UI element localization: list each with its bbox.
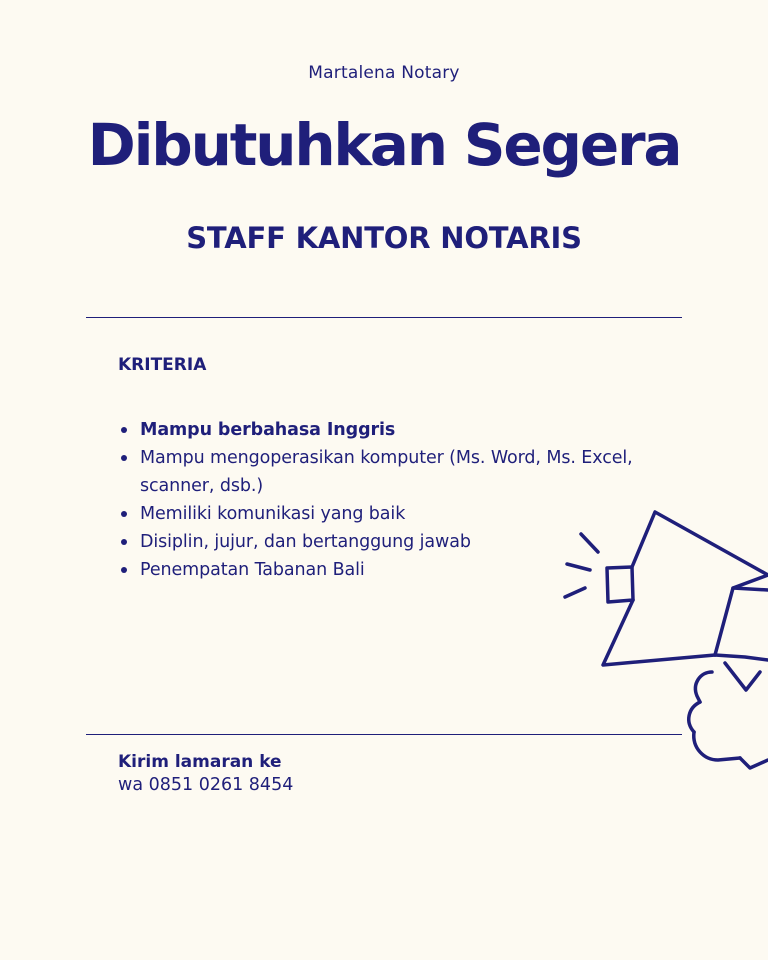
criteria-heading: KRITERIA [118,355,207,375]
bottom-divider [86,734,682,735]
apply-label: Kirim lamaran ke [118,752,282,772]
criteria-item: Mampu mengoperasikan komputer (Ms. Word, Ms. Excel, scanner, dsb.) [118,444,638,500]
top-divider [86,317,682,318]
position-title: STAFF KANTOR NOTARIS [186,221,582,255]
brand-name: Martalena Notary [308,63,460,83]
criteria-item: Memiliki komunikasi yang baik [118,500,638,528]
criteria-item: Mampu berbahasa Inggris [118,416,638,444]
headline: Dibutuhkan Segera [87,111,681,179]
megaphone-icon [555,505,768,780]
apply-contact: wa 0851 0261 8454 [118,775,294,795]
criteria-item: Disiplin, jujur, dan bertanggung jawab [118,528,638,556]
criteria-item: Penempatan Tabanan Bali [118,556,638,584]
